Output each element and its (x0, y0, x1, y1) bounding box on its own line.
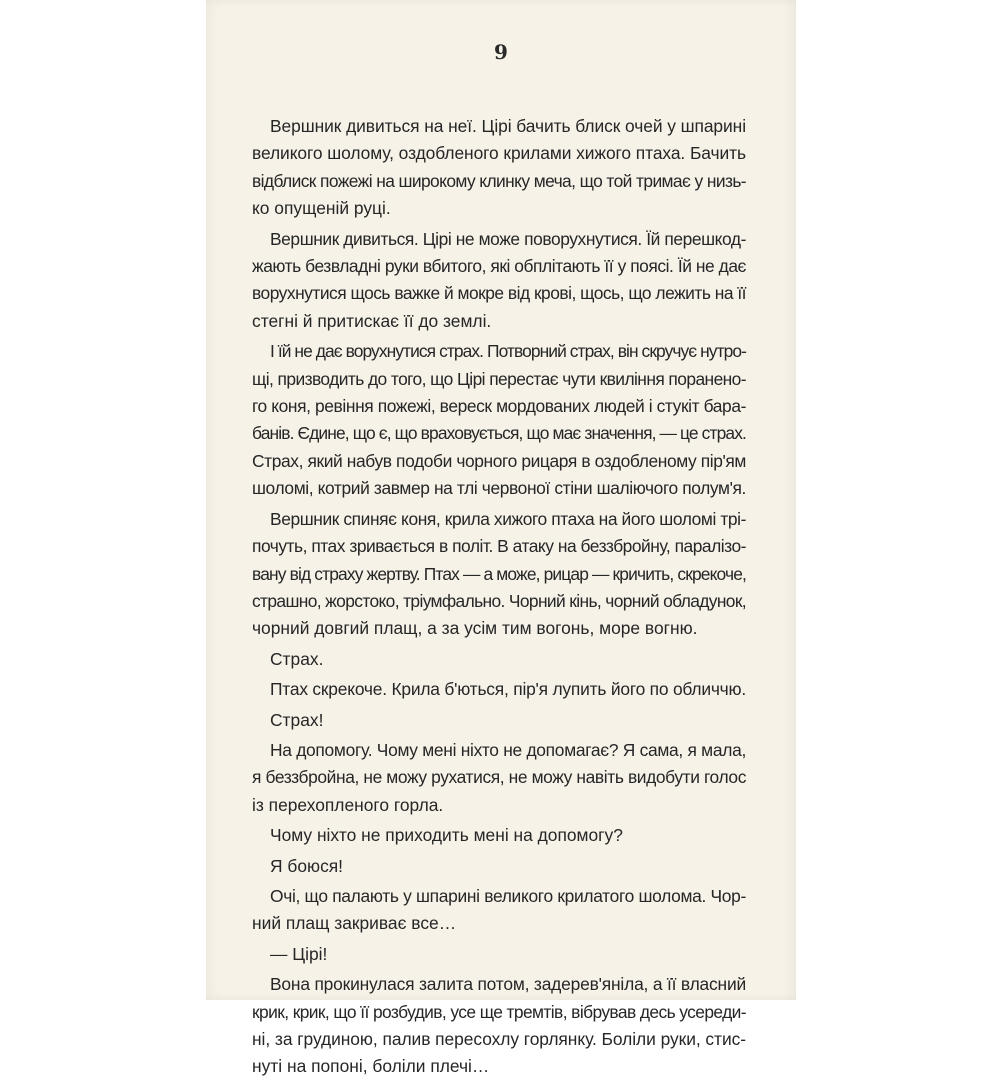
text-line: шоломі, котрий завмер на тлі червоної стіни шаліючого полум'я. (252, 478, 746, 499)
paragraph (252, 338, 764, 502)
text-line: страшно, жорстоко, тріумфально. Чорний кінь, чорний обладунок, (252, 590, 746, 611)
text-line: ко опущеній руці. (252, 198, 391, 219)
paragraph (252, 853, 764, 880)
text-line: Чому ніхто не приходить мені на допомогу? (270, 825, 623, 846)
page-number: 9 (494, 40, 508, 64)
paragraph (252, 646, 764, 673)
text-line: банів. Єдине, що є, що враховується, що має значення, — це страх. (252, 423, 746, 444)
text-line: Страх! (270, 709, 324, 730)
text-line: почуть, птах зривається в політ. В атаку на беззбройну, паралізо- (252, 536, 746, 557)
paragraph (252, 883, 764, 938)
text-line: Вершник дивиться. Цірі не може поворухнутися. Їй перешкод- (270, 228, 746, 249)
text-line: Я боюся! (270, 855, 344, 876)
text-line: — Цірі! (270, 943, 328, 964)
text-line: ний плащ закриває все… (252, 913, 457, 934)
paragraph (252, 226, 764, 336)
text-line: відблиск пожежі на широкому клинку меча, що той тримає у низь- (252, 170, 746, 191)
text-line: Очі, що палають у шпарині великого крилатого шолома. Чор- (270, 885, 746, 906)
text-line: вану від страху жертву. Птах — а може, рицар — кричить, скрекоче, (252, 563, 746, 584)
text-line: Страх. (270, 648, 324, 669)
paragraph (252, 113, 764, 223)
text-line: На допомогу. Чому мені ніхто не допомагає? Я сама, я мала, (270, 739, 746, 760)
text-line: Вершник спиняє коня, крила хижого птаха на його шоломі трі- (270, 508, 746, 529)
text-line: жають безвладні руки вбитого, які обплітають її у поясі. Їй не дає (252, 256, 746, 277)
text-line: чорний довгий плащ, а за усім тим вогонь, море вогню. (252, 618, 698, 639)
text-line: із перехопленого горла. (252, 794, 444, 815)
text-line: ворухнутися щось важке й мокре від крові, щось, що лежить на її (252, 283, 746, 304)
text-line: ні, за грудиною, палив пересохлу горлянку. Боліли руки, стис- (252, 1029, 746, 1049)
text-line: щі, призводить до того, що Цірі перестає чути квиління поранено- (252, 368, 746, 389)
paragraph (252, 707, 764, 734)
text-line: І їй не дає ворухнутися страх. Потворний страх, він скручує нутро- (270, 341, 746, 362)
book-page (206, 0, 796, 1077)
paragraph (252, 737, 764, 819)
text-line: нуті на попоні, боліли плечі… (252, 1056, 490, 1077)
text-line: Вона прокинулася залита потом, задерев'яніла, а її власний (270, 974, 746, 995)
paragraph (252, 676, 764, 703)
text-line: крик, крик, що її розбудив, усе ще тремтів, вібрував десь усереди- (252, 1001, 746, 1022)
paragraph (252, 822, 764, 849)
paragraph (252, 941, 764, 968)
text-line: Птах скрекоче. Крила б'ються, пір'я лупить його по обличчю. (270, 679, 746, 700)
text-line: го коня, ревіння пожежі, вереск мордованих людей і стукіт бара- (252, 396, 746, 417)
paragraph (252, 506, 764, 643)
text-line: Вершник дивиться на неї. Цірі бачить блиск очей у шпарині (270, 116, 746, 136)
text-line: великого шолому, оздобленого крилами хижого птаха. Бачить (252, 143, 746, 164)
paragraph (252, 971, 764, 1081)
page-text (252, 113, 764, 1084)
text-line: я беззбройна, не можу рухатися, не можу навіть видобути голос (252, 767, 746, 788)
text-line: Страх, який набув подоби чорного рицаря в оздобленому пір'ям (252, 450, 746, 471)
text-line: стегні й притискає її до землі. (252, 310, 492, 331)
